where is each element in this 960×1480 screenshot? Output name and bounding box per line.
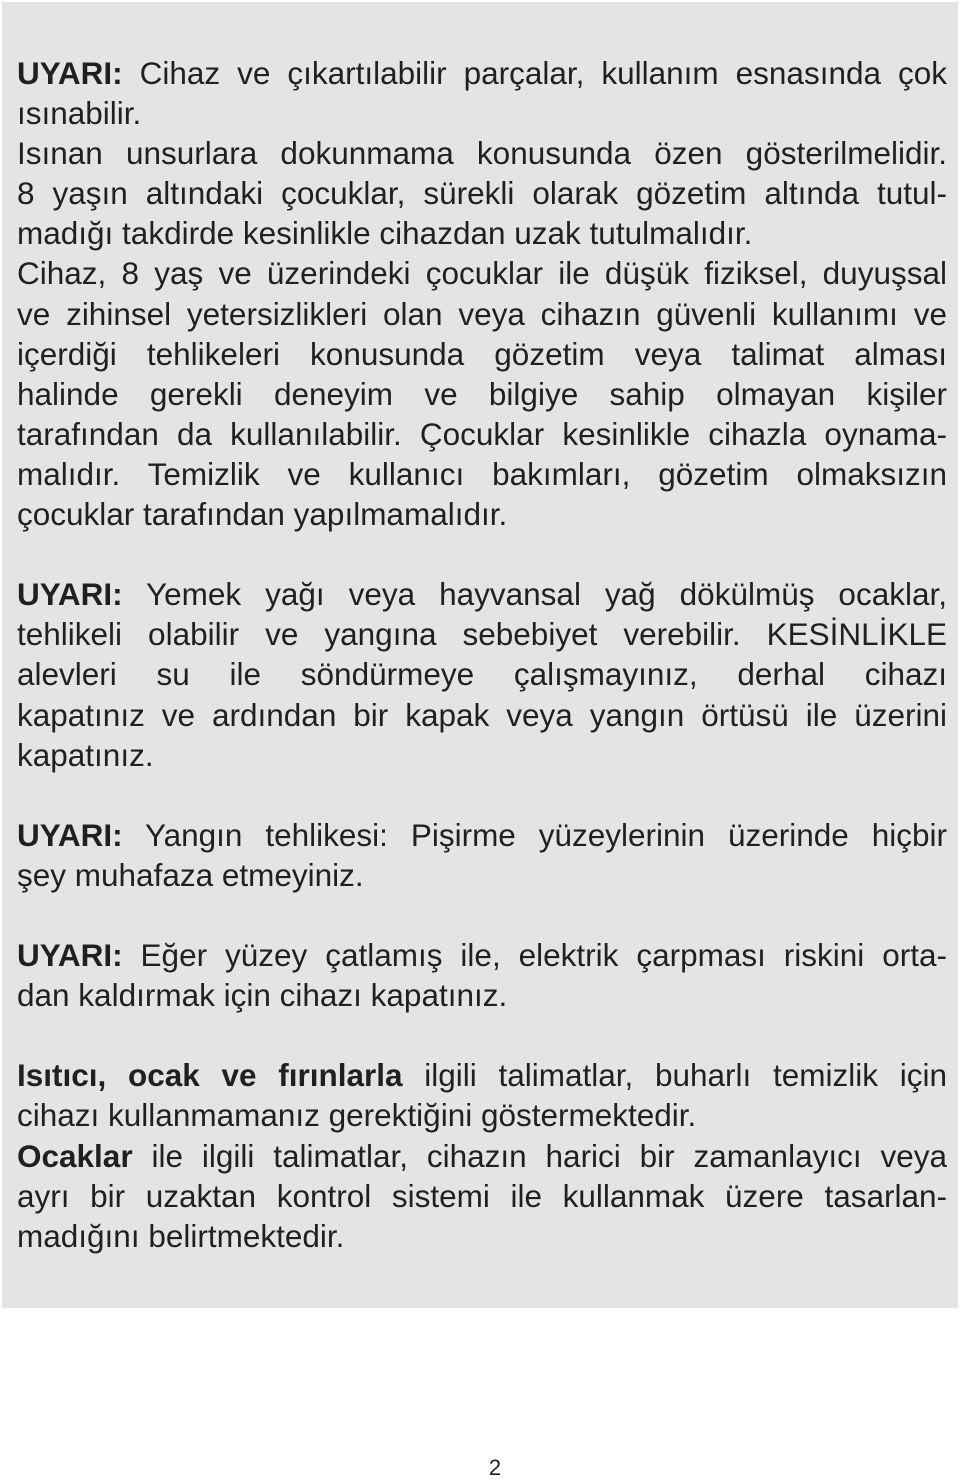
text-line: alevleri su ile söndürmeye çalışmayınız, derhal cihazı bbox=[17, 656, 947, 693]
warning-label: UYARI: bbox=[17, 55, 123, 91]
text-line: 8 yaşın altındaki çocuklar, sürekli olarak gözetim altında tutul- bbox=[17, 175, 947, 212]
paragraph-gap bbox=[17, 775, 947, 815]
warning-label: UYARI: bbox=[17, 816, 123, 853]
text-line: dan kaldırmak için cihazı kapatınız. bbox=[17, 977, 508, 1014]
warning-panel bbox=[2, 2, 958, 1308]
text-line: cihazı kullanmamanız gerektiğini göstermektedir. bbox=[17, 1097, 697, 1134]
text-line: UYARI: Cihaz ve çıkartılabilir parçalar, kullanım esnasında çok bbox=[17, 55, 947, 91]
text-line: Isıtıcı, ocak ve fırınlarla ilgili talimatlar, buharlı temizlik için bbox=[17, 1057, 947, 1094]
text-line: tarafından da kullanılabilir. Çocuklar kesinlikle cihazla oynama- bbox=[17, 415, 947, 452]
text-line: Cihaz, 8 yaş ve üzerindeki çocuklar ile düşük fiziksel, duyuşsal bbox=[17, 255, 947, 292]
text-line: halinde gerekli deneyim ve bilgiye sahip olmayan kişiler bbox=[17, 375, 947, 412]
paragraph-gap bbox=[17, 895, 947, 935]
text-line: madığını belirtmektedir. bbox=[17, 1217, 345, 1254]
paragraph-gap bbox=[17, 1015, 947, 1055]
text-line: içerdiği tehlikeleri konusunda gözetim veya talimat alması bbox=[17, 335, 947, 372]
document-body bbox=[17, 53, 947, 1256]
text-line: UYARI: Yemek yağı veya hayvansal yağ dökülmüş ocaklar, bbox=[17, 576, 947, 613]
text-line: UYARI: Yangın tehlikesi: Pişirme yüzeylerinin üzerinde hiçbir bbox=[17, 816, 947, 853]
instructions-paragraph bbox=[17, 1055, 947, 1255]
emphasis-label: Isıtıcı, ocak ve fırınlarla bbox=[17, 1057, 403, 1094]
page-number: 2 bbox=[488, 1455, 502, 1480]
text-line: ayrı bir uzaktan kontrol sistemi ile kullanmak üzere tasarlan- bbox=[17, 1177, 947, 1214]
text-line: UYARI: Eğer yüzey çatlamış ile, elektrik çarpması riskini orta- bbox=[17, 937, 947, 974]
text-line: kapatınız. bbox=[17, 736, 154, 773]
text-line: Isınan unsurlara dokunmama konusunda özen gösterilmelidir. bbox=[17, 135, 947, 172]
text-line: ve zihinsel yetersizlikleri olan veya cihazın güvenli kullanımı ve bbox=[17, 295, 947, 332]
text-line: çocuklar tarafından yapılmamalıdır. bbox=[17, 496, 508, 533]
warning-label: UYARI: bbox=[17, 576, 123, 613]
warning-label: UYARI: bbox=[17, 937, 123, 974]
warning-paragraph-cracked-surface bbox=[17, 935, 947, 1015]
text-line: şey muhafaza etmeyiniz. bbox=[17, 856, 364, 893]
text-line: kapatınız ve ardından bir kapak veya yangın örtüsü ile üzerini bbox=[17, 696, 947, 733]
warning-paragraph-hot-parts bbox=[17, 53, 947, 534]
text-line: malıdır. Temizlik ve kullanıcı bakımları, gözetim olmaksızın bbox=[17, 455, 947, 492]
emphasis-label: Ocaklar bbox=[17, 1137, 133, 1174]
text-line: Ocaklar ile ilgili talimatlar, cihazın harici bir zamanlayıcı veya bbox=[17, 1137, 947, 1174]
warning-paragraph-oil-fire bbox=[17, 574, 947, 774]
text-line: ısınabilir. bbox=[17, 95, 142, 132]
text-line: madığı takdirde kesinlikle cihazdan uzak tutulmalıdır. bbox=[17, 215, 753, 252]
text-line: tehlikeli olabilir ve yangına sebebiyet verebilir. KESİNLİKLE bbox=[17, 616, 947, 653]
paragraph-gap bbox=[17, 534, 947, 574]
warning-paragraph-fire-hazard bbox=[17, 815, 947, 895]
